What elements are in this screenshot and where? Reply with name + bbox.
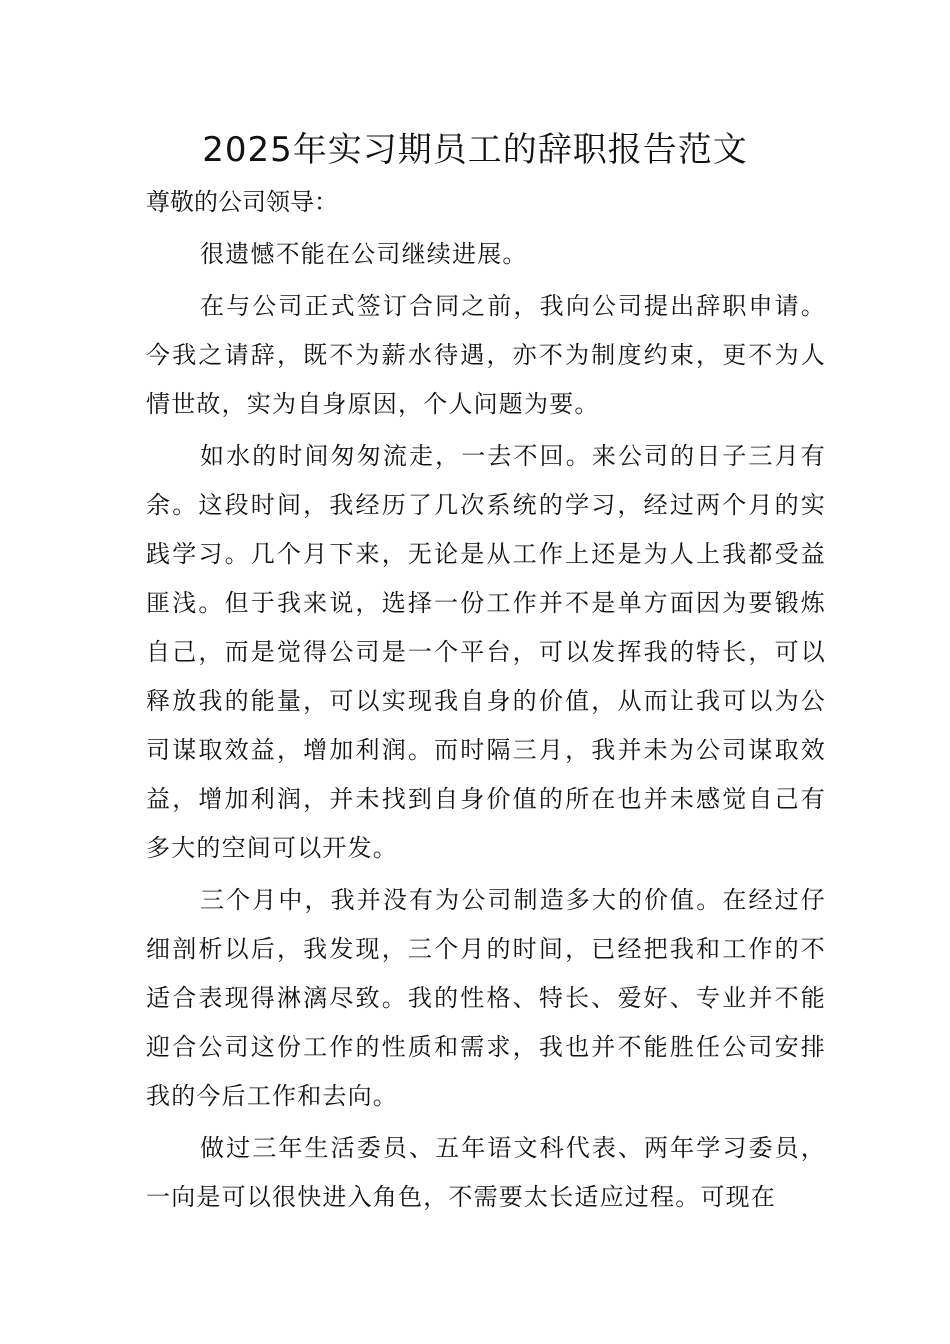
paragraph: 在与公司正式签订合同之前，我向公司提出辞职申请。今我之请辞，既不为薪水待遇，亦不为制度约束，更不为人情世故，实为自身原因，个人问题为要。 (146, 292, 826, 418)
paragraph: 很遗憾不能在公司继续进展。 (200, 240, 528, 268)
document-body (146, 178, 826, 1222)
paragraph: 三个月中，我并没有为公司制造多大的价值。在经过仔细剖析以后，我发现，三个月的时间，已经把我和工作的不适合表现得淋漓尽致。我的性格、特长、爱好、专业并不能迎合公司这份工作的性质和需求，我也并不能胜任公司安排我的今后工作和去向。 (146, 886, 826, 1110)
salutation: 尊敬的公司领导： (146, 188, 338, 216)
document-title: 2025年实习期员工的辞职报告范文 (202, 130, 748, 170)
paragraph: 如水的时间匆匆流走，一去不回。来公司的日子三月有余。这段时间，我经历了几次系统的学习，经过两个月的实践学习。几个月下来，无论是从工作上还是为人上我都受益匪浅。但于我来说，选择一份工作并不是单方面因为要锻炼自己，而是觉得公司是一个平台，可以发挥我的特长，可以释放我的能量，可以实现我自身的价值，从而让我可以为公司谋取效益，增加利润。而时隔三月，我并未为公司谋取效益，增加利润，并未找到自身价值的所在也并未感觉自己有多大的空间可以开发。 (146, 442, 826, 862)
paragraph: 做过三年生活委员、五年语文科代表、两年学习委员，一向是可以很快进入角色，不需要太长适应过程。可现在 (146, 1134, 826, 1211)
